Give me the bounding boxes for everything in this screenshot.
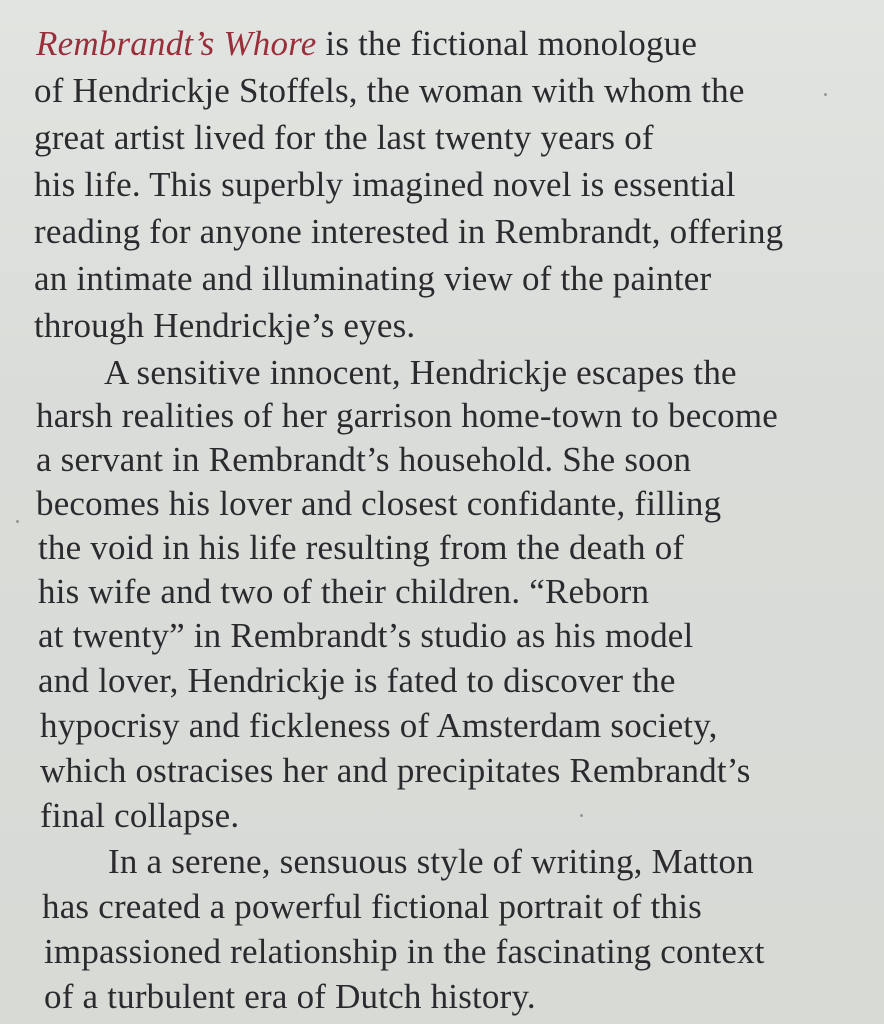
text-line: an intimate and illuminating view of the painter [34, 259, 712, 298]
text-line: becomes his lover and closest confidante, filling [36, 484, 722, 523]
text-line: of a turbulent era of Dutch history. [44, 977, 536, 1016]
text-line: and lover, Hendrickje is fated to discover the [38, 661, 676, 700]
text-line: has created a powerful fictional portrait of this [42, 887, 702, 926]
text-line: through Hendrickje’s eyes. [34, 306, 416, 345]
text-line: final collapse. [40, 796, 240, 835]
text-line: his life. This superbly imagined novel is essential [34, 165, 736, 204]
text-line: harsh realities of her garrison home-town to become [36, 396, 779, 435]
text-line: at twenty” in Rembrandt’s studio as his model [38, 616, 694, 655]
paper-speck [824, 93, 827, 96]
book-title: Rembrandt’s Whore [36, 24, 317, 63]
text-line: the void in his life resulting from the death of [38, 528, 685, 567]
text-line: impassioned relationship in the fascinating context [44, 932, 765, 971]
text-line: Rembrandt’s Whore is the fictional monologue [36, 24, 698, 63]
text-line: a servant in Rembrandt’s household. She soon [36, 440, 692, 479]
text-line: great artist lived for the last twenty years of [34, 118, 654, 157]
text-line: A sensitive innocent, Hendrickje escapes the [104, 353, 737, 392]
text-line: which ostracises her and precipitates Rembrandt’s [40, 751, 751, 790]
text-line: of Hendrickje Stoffels, the woman with whom the [34, 71, 745, 110]
paper-speck [580, 814, 583, 817]
text-line: hypocrisy and fickleness of Amsterdam society, [40, 706, 718, 745]
text-line: reading for anyone interested in Rembrandt, offering [34, 212, 784, 251]
text-line: In a serene, sensuous style of writing, Matton [108, 842, 754, 881]
text-line: his wife and two of their children. “Reborn [38, 572, 650, 611]
paper-speck [16, 520, 19, 523]
